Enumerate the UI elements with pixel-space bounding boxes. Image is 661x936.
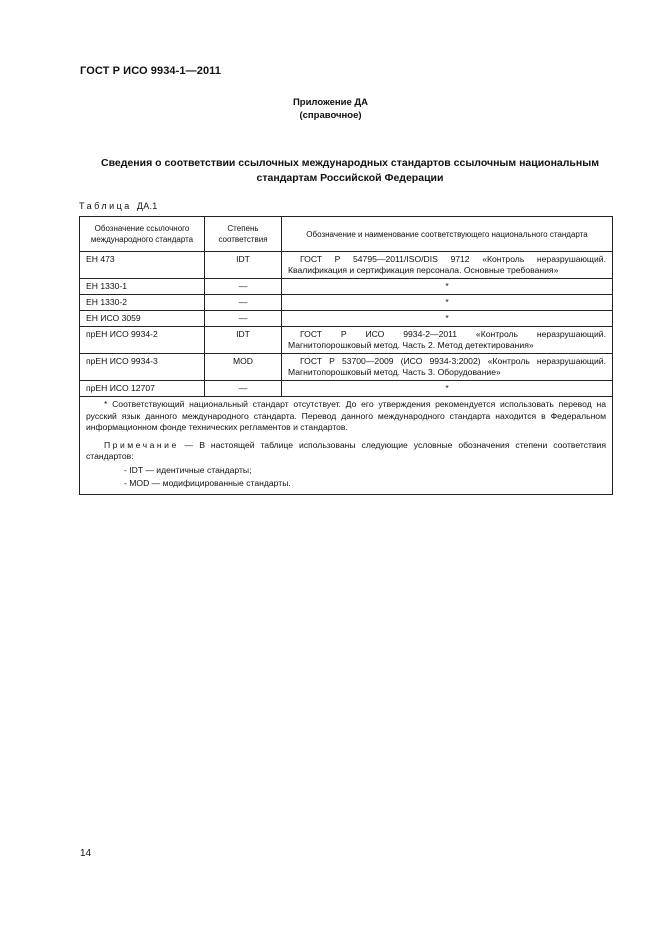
note-item-mod: - MOD — модифицированные стандарты. — [124, 478, 291, 488]
cell-national: ГОСТ Р 54795—2011/ISO/DIS 9712 «Контроль неразрушающий. Квалификация и сертификация персонала. Основные требования» — [282, 252, 613, 279]
cell-reference: прЕН ИСО 9934-2 — [80, 327, 205, 354]
cell-reference: прЕН ИСО 9934-3 — [80, 354, 205, 381]
note-label: Примечание — [104, 439, 179, 450]
cell-national: * — [282, 311, 613, 327]
table-row — [80, 295, 613, 311]
correspondence-table — [79, 216, 613, 495]
table-row — [80, 311, 613, 327]
cell-degree: IDT — [205, 327, 282, 354]
note-item-idt: - IDT — идентичные стандарты; — [124, 464, 252, 475]
cell-reference: ЕН 1330-1 — [80, 279, 205, 295]
footnote: * Соответствующий национальный стандарт отсутствует. До его утверждения рекомендуется использовать перевод на русский язык данного международного стандарта. Перевод данного международного стандарта находится в Федеральном информационном фонде технических регламентов и стандартов. — [86, 399, 606, 432]
table-caption-label: Таблица — [79, 201, 132, 211]
cell-reference: прЕН ИСО 12707 — [80, 381, 205, 397]
cell-national: ГОСТ Р 53700—2009 (ИСО 9934-3:2002) «Контроль неразрушающий. Магнитопорошковый метод. Часть 3. Оборудование» — [282, 354, 613, 381]
table-row — [80, 381, 613, 397]
appendix-subtitle: (справочное) — [299, 110, 362, 121]
note-text: — В настоящей таблице использованы следующие условные обозначения степени соответствия стандартов: — [86, 439, 606, 461]
table-footer — [80, 397, 613, 495]
page-number: 14 — [80, 848, 92, 859]
cell-national: * — [282, 279, 613, 295]
cell-degree: IDT — [205, 252, 282, 279]
section-heading — [70, 156, 630, 186]
cell-degree: — — [205, 311, 282, 327]
cell-national: * — [282, 381, 613, 397]
header-national-standard: Обозначение и наименование соответствующего национального стандарта — [282, 217, 613, 252]
table-header-row — [80, 217, 613, 252]
cell-reference: ЕН 473 — [80, 252, 205, 279]
header-degree: Степень соответствия — [205, 217, 282, 252]
appendix-title-block — [0, 96, 661, 122]
table-caption — [79, 201, 158, 211]
document-code: ГОСТ Р ИСО 9934-1—2011 — [80, 65, 221, 77]
table-note — [86, 440, 606, 463]
cell-degree: — — [205, 381, 282, 397]
cell-national: ГОСТ Р ИСО 9934-2—2011 «Контроль неразрушающий. Магнитопорошковый метод. Часть 2. Метод детектирования» — [282, 327, 613, 354]
table-row — [80, 327, 613, 354]
cell-reference: ЕН 1330-2 — [80, 295, 205, 311]
cell-reference: ЕН ИСО 3059 — [80, 311, 205, 327]
cell-degree: — — [205, 279, 282, 295]
table-row — [80, 252, 613, 279]
table-row — [80, 354, 613, 381]
cell-degree: — — [205, 295, 282, 311]
appendix-title: Приложение ДА — [292, 97, 369, 108]
cell-degree: MOD — [205, 354, 282, 381]
table-caption-number: ДА.1 — [136, 201, 158, 211]
header-reference-standard: Обозначение ссылочного международного стандарта — [80, 217, 205, 252]
table-row — [80, 279, 613, 295]
table-footer-row — [80, 397, 613, 495]
section-heading-line-1: Сведения о соответствии ссылочных международных стандартов ссылочным национальным — [101, 157, 599, 169]
cell-national: * — [282, 295, 613, 311]
section-heading-line-2: стандартам Российской Федерации — [256, 172, 444, 184]
